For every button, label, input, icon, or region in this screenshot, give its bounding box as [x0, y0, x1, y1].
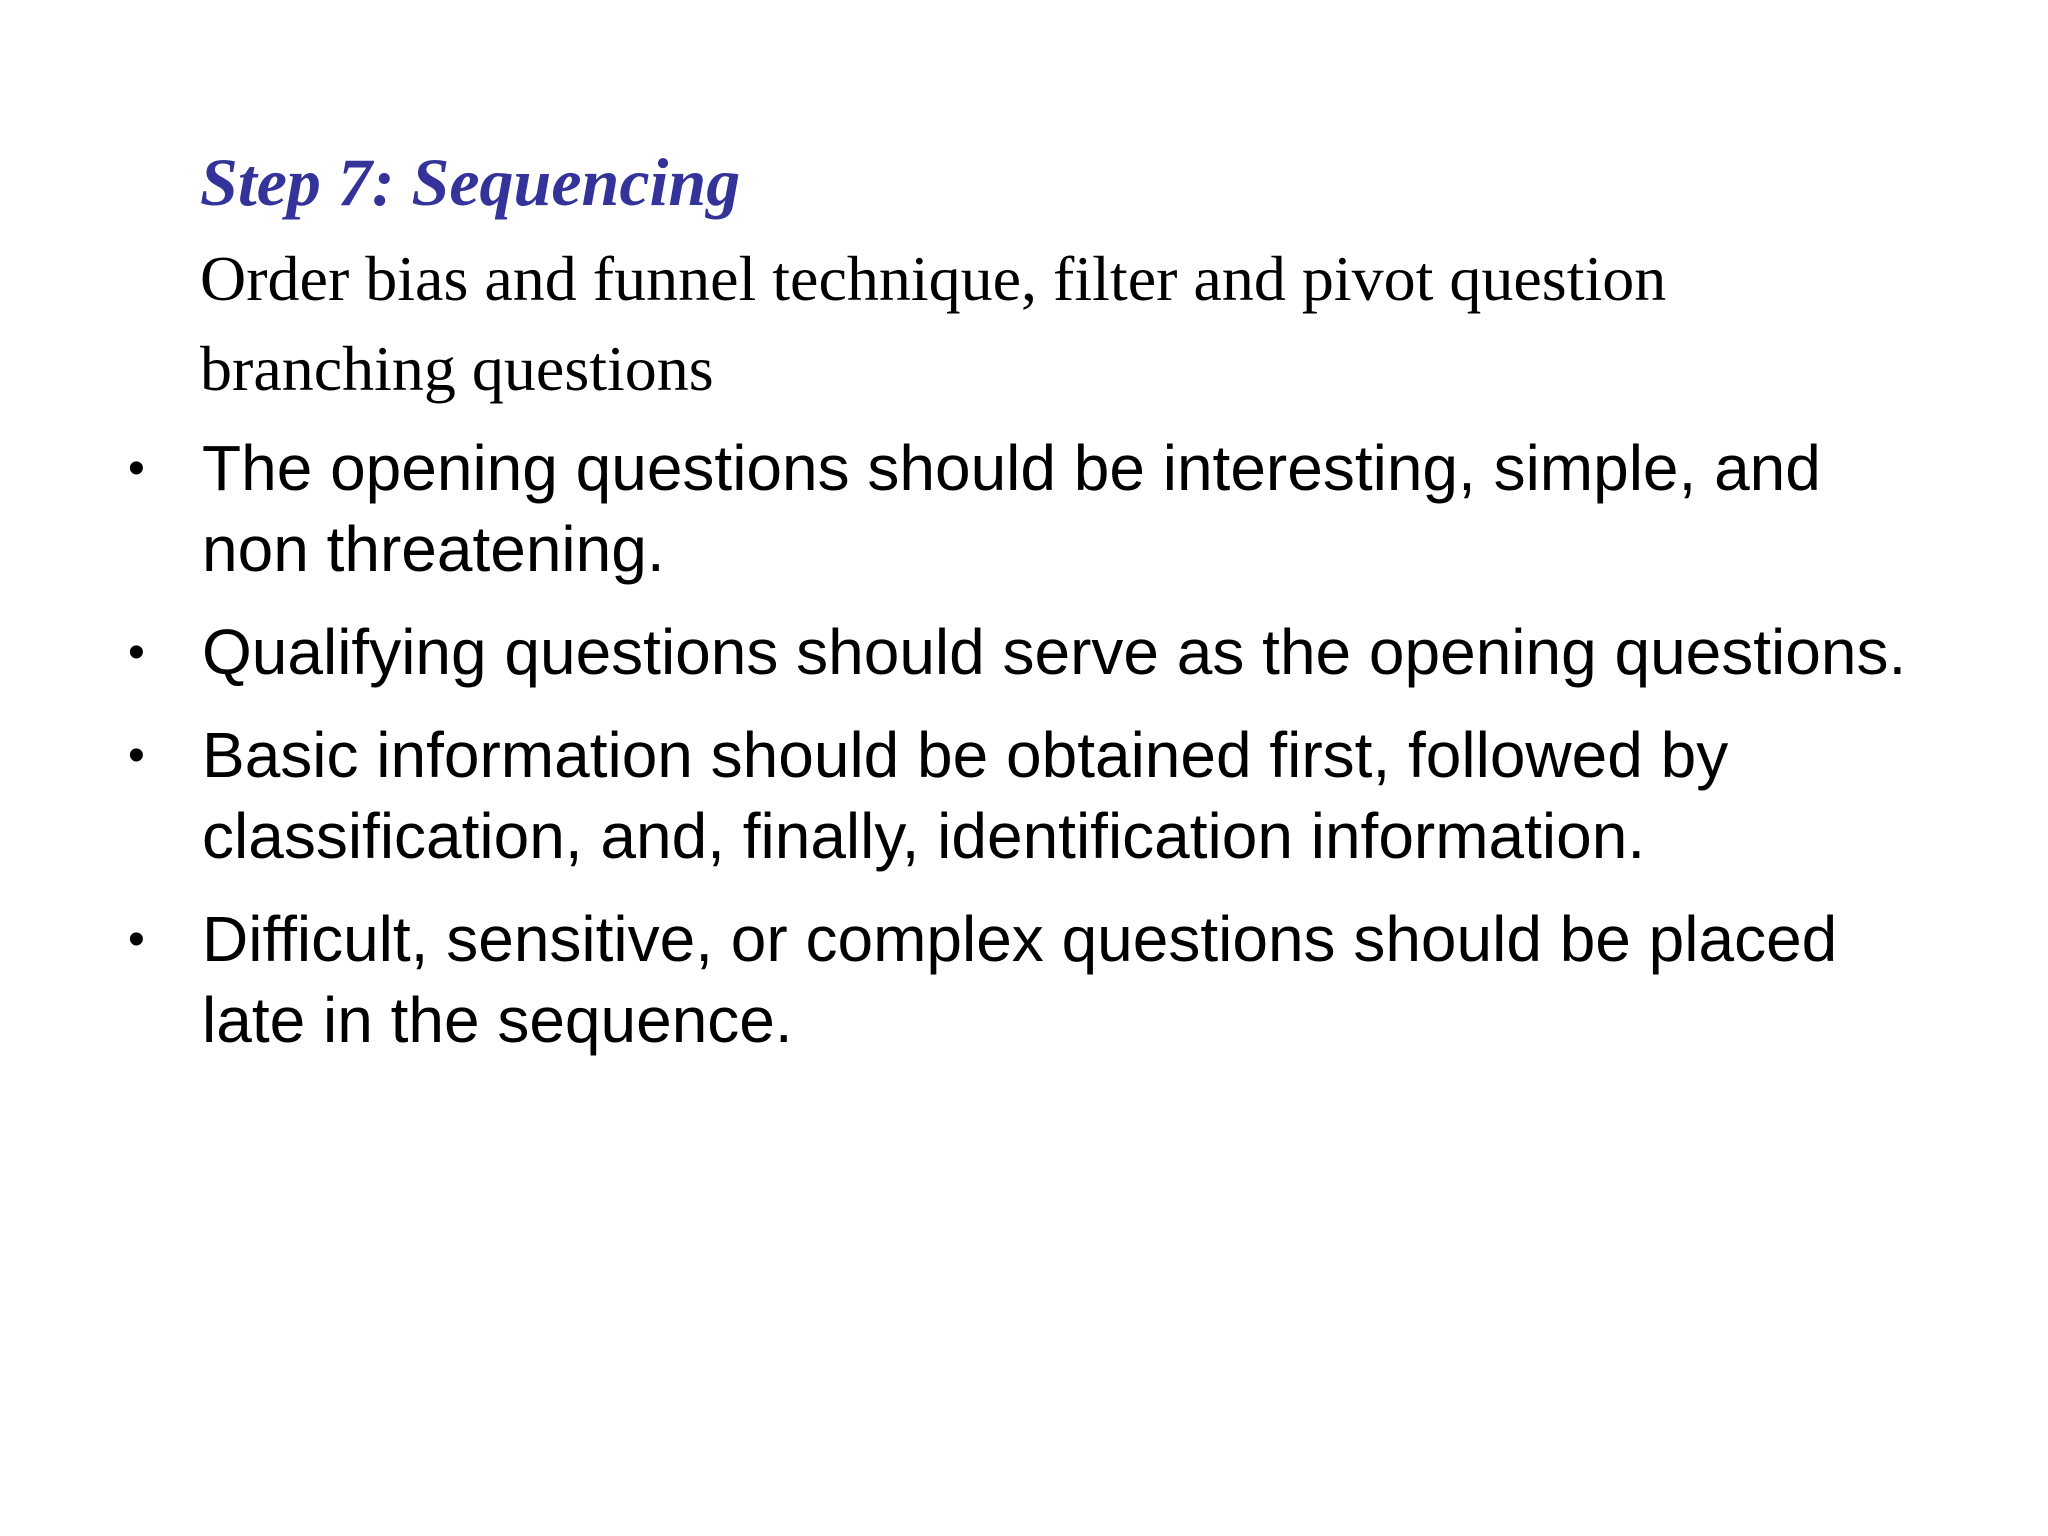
- slide-subtitle: Order bias and funnel technique, filter and pivot question branching questions: [200, 243, 1667, 404]
- bullet-item: [120, 428, 1920, 590]
- bullet-text: Basic information should be obtained first, followed by classification, and, finally, identification information.: [202, 719, 1729, 872]
- slide-heading: Step 7: Sequencing: [200, 144, 741, 220]
- bullet-text: Difficult, sensitive, or complex questions should be placed late in the sequence.: [202, 903, 1838, 1056]
- bullet-item: [120, 715, 1920, 877]
- bullet-icon: •: [128, 442, 145, 495]
- bullet-item: [120, 612, 1920, 693]
- bullet-icon: •: [128, 626, 145, 679]
- bullet-text: Qualifying questions should serve as the opening questions.: [202, 616, 1907, 688]
- bullet-icon: •: [128, 729, 145, 782]
- bullet-text: The opening questions should be interesting, simple, and non threatening.: [202, 432, 1821, 585]
- bullet-list: [120, 428, 1920, 1083]
- bullet-item: [120, 899, 1920, 1061]
- bullet-icon: •: [128, 913, 145, 966]
